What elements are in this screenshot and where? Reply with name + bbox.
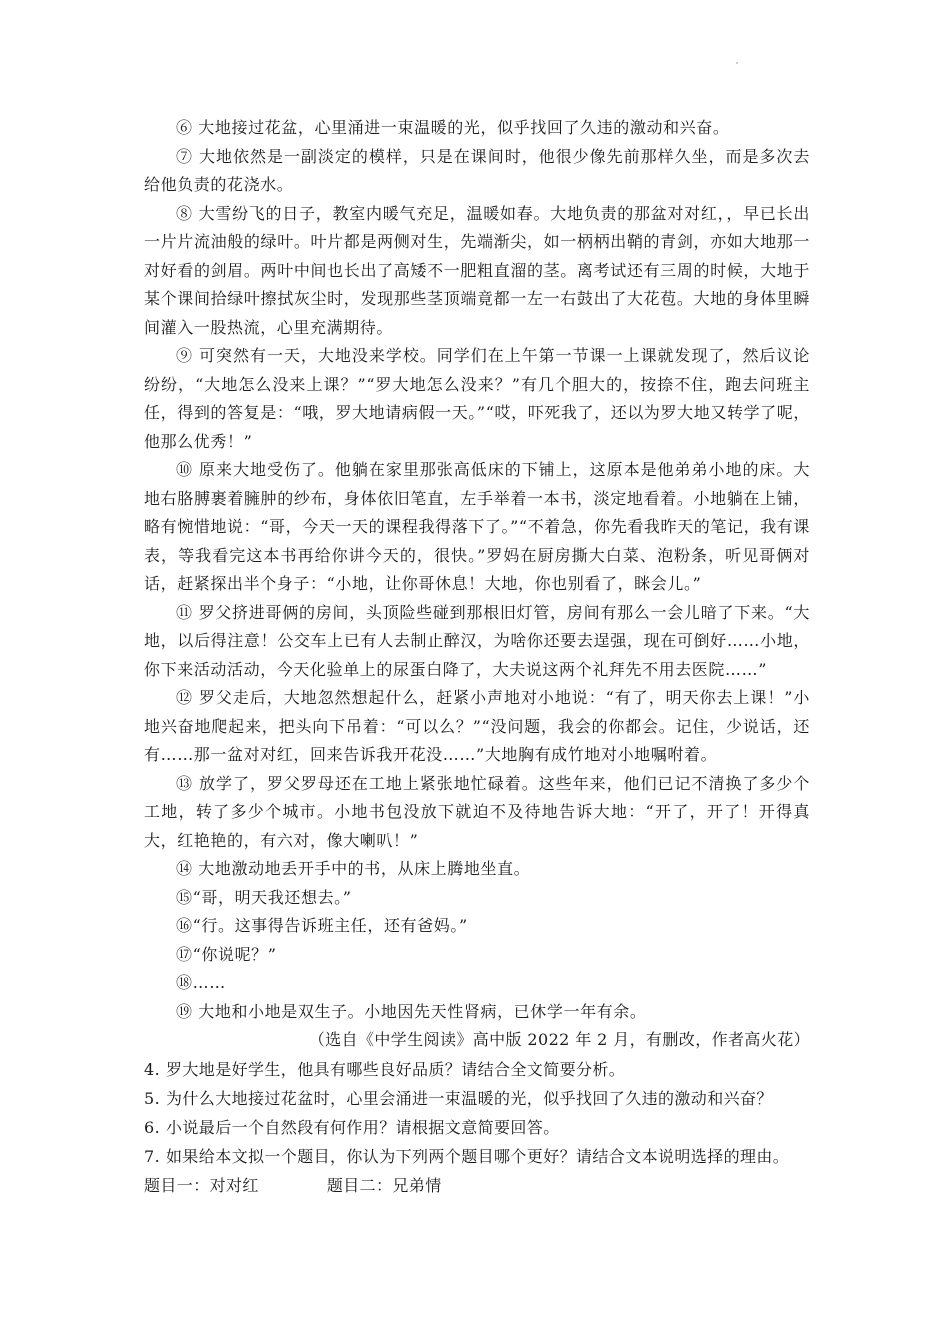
paragraph-14: ⑭ 大地激动地丢开手中的书，从床上腾地坐直。 <box>176 859 531 878</box>
paragraph-7: ⑦ 大地依然是一副淡定的模样，只是在课间时，他很少像先前那样久坐，而是多次去给他负责的花浇水。 <box>144 146 810 194</box>
paragraph-15: ⑮“哥，明天我还想去。” <box>176 887 352 907</box>
question-text: 小说最后一个自然段有何作用？请根据文意简要回答。 <box>166 1117 560 1137</box>
paragraph-19: ⑲ 大地和小地是双生子。小地因先天性肾病，已休学一年有余。 <box>176 1001 647 1021</box>
paragraph-8: ⑧ 大雪纷飞的日子，教室内暖气充足，温暖如春。大地负责的那盆对对红，，早已长出一片片流油般的绿叶。叶片都是两侧对生，先端渐尖，如一柄柄出鞘的青剑，亦如大地那一对好看的剑眉。两叶中间也长出了高矮不一肥粗直溜的茎。离考试还有三周的时候，大地于某个课间拾绿叶擦拭灰尘时，发现那些茎顶端竟都一左一右鼓出了大花苞。大地的身体里瞬间灌入一股热流，心里充满期待。 <box>144 203 810 337</box>
paragraph-16: ⑯“行。这事得告诉班主任，还有爸妈。” <box>176 916 468 935</box>
paragraph-9: ⑨ 可突然有一天，大地没来学校。同学们在上午第一节课一上课就发现了，然后议论纷纷，“大地怎么没来上课？”“罗大地怎么没来？”有几个胆大的，按捺不住，跑去问班主任，得到的答复是：“哦，罗大地请病假一天。”“哎，吓死我了，还以为罗大地又转学了呢，他那么优秀！” <box>144 346 810 451</box>
question-number: 6. <box>144 1117 161 1137</box>
question-text: 如果给本文拟一个题目，你认为下列两个题目哪个更好？请结合文本说明选择的理由。 <box>166 1146 790 1166</box>
questions-section <box>144 1055 810 1200</box>
question-text: 为什么大地接过花盆时，心里会涌进一束温暖的光，似乎找回了久违的激动和兴奋？ <box>166 1088 773 1108</box>
page-corner-mark <box>736 62 738 64</box>
story-body <box>144 114 810 1055</box>
paragraph-12: ⑫ 罗父走后，大地忽然想起什么，赶紧小声地对小地说：“有了，明天你去上课！”小地兴奋地爬起来，把头向下吊着：“可以么？”“没问题，我会的你都会。记住，少说话，还有……那一盆对对红，回来告诉我开花没……”大地胸有成竹地对小地嘱咐着。 <box>144 688 810 764</box>
paragraph-10: ⑩ 原来大地受伤了。他躺在家里那张高低床的下铺上，这原本是他弟弟小地的床。大地右胳膊裹着臃肿的纱布，身体依旧笔直，左手举着一本书，淡定地看着。小地躺在上铺，略有惋惜地说：“哥，今天一天的课程我得落下了。”“不着急，你先看我昨天的笔记，我有课表，等我看完这本书再给你讲今天的，很快。”罗妈在厨房撕大白菜、泡粉条，听见哥俩对话，赶紧探出半个身子：“小地，让你哥休息！大地，你也别看了，眯会儿。” <box>144 460 810 593</box>
paragraph-13: ⑬ 放学了，罗父罗母还在工地上紧张地忙碌着。这些年来，他们已记不清换了多少个工地，转了多少个城市。小地书包没放下就迫不及待地告诉大地：“开了，开了！开得真大，红艳艳的，有六对，像大喇叭！” <box>144 773 810 850</box>
question-6 <box>144 1113 810 1142</box>
paragraph-17: ⑰“你说呢？” <box>176 944 277 964</box>
question-7 <box>144 1142 810 1171</box>
question-text: 罗大地是好学生，他具有哪些良好品质？请结合全文简要分析。 <box>166 1059 626 1079</box>
document-page <box>144 114 810 1200</box>
paragraph-6: ⑥ 大地接过花盆，心里涌进一束温暖的光，似乎找回了久违的激动和兴奋。 <box>176 118 730 137</box>
question-number: 5. <box>144 1088 161 1108</box>
title-options <box>144 1171 810 1200</box>
question-5 <box>144 1084 810 1113</box>
question-number: 7. <box>144 1146 161 1166</box>
title-option-1: 题目一：对对红 <box>144 1175 259 1195</box>
question-number: 4. <box>144 1059 161 1079</box>
title-option-2: 题目二：兄弟情 <box>326 1175 442 1195</box>
paragraph-18: ⑱…… <box>176 973 226 992</box>
question-4 <box>144 1055 810 1084</box>
paragraph-11: ⑪ 罗父挤进哥俩的房间，头顶险些碰到那根旧灯管，房间有那么一会儿暗了下来。“大地，以后得注意！公交车上已有人去制止醉汉，为啥你还要去逞强，现在可倒好……小地，你下来活动活动，今天化验单上的尿蛋白降了，大夫说这两个礼拜先不用去医院……” <box>144 602 810 679</box>
source-citation: （选自《中学生阅读》高中版 2022 年 2 月，有删改，作者高火花） <box>308 1030 810 1049</box>
